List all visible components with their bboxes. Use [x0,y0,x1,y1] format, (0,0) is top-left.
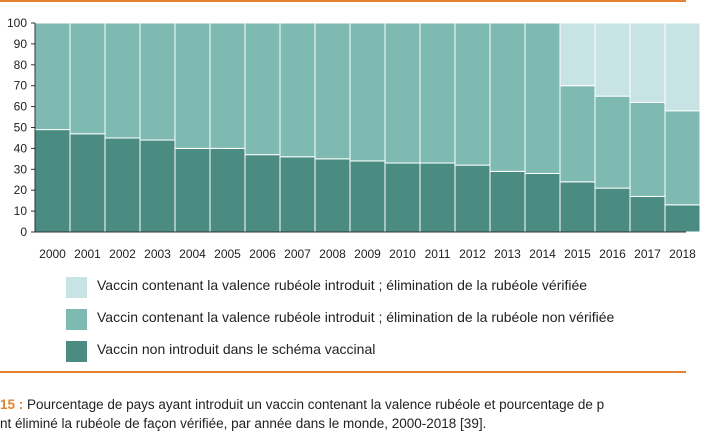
x-tick-label-2009: 2009 [354,247,381,261]
bar-segment-2013-s1 [490,23,525,171]
bar-segment-2005-s1 [210,23,245,148]
legend-label-verified: Vaccin contenant la valence rubéole introduit ; élimination de la rubéole vérifiée [97,277,588,293]
bar-segment-2003-s0 [140,140,175,232]
bottom-accent-rule [0,371,686,373]
x-tick-label-2005: 2005 [214,247,241,261]
x-tick-label-2001: 2001 [74,247,101,261]
caption-line-1 [0,395,720,414]
x-tick-label-2002: 2002 [109,247,136,261]
bar-segment-2002-s1 [105,23,140,138]
bar-segment-2000-s0 [35,130,70,232]
x-tick-label-2006: 2006 [249,247,276,261]
y-tick-label-100: 100 [6,16,27,30]
x-tick-label-2000: 2000 [39,247,66,261]
x-axis [35,232,696,261]
bar-segment-2008-s0 [315,159,350,232]
x-tick-label-2004: 2004 [179,247,206,261]
bar-segment-2011-s1 [420,23,455,163]
bars-group [35,23,700,232]
bar-segment-2017-s1 [630,102,665,196]
caption-text-1: Pourcentage de pays ayant introduit un vaccin contenant la valence rubéole et pourcentage de p [27,397,605,412]
x-tick-label-2014: 2014 [529,247,556,261]
bar-segment-2018-s0 [665,205,700,232]
bar-segment-2014-s1 [525,23,560,173]
y-tick-label-70: 70 [13,78,27,93]
bar-segment-2018-s1 [665,111,700,205]
legend-swatch-verified [66,277,87,298]
bar-segment-2016-s0 [595,188,630,232]
bar-segment-2015-s2 [560,23,595,86]
bar-segment-2005-s0 [210,148,245,232]
y-tick-label-90: 90 [13,36,27,51]
bar-segment-2017-s2 [630,23,665,102]
bar-segment-2012-s1 [455,23,490,165]
bar-segment-2010-s0 [385,163,420,232]
bar-segment-2016-s2 [595,23,630,96]
legend-label-not-verified: Vaccin contenant la valence rubéole introduit ; élimination de la rubéole non vérifiée [97,309,615,325]
y-tick-label-50: 50 [13,120,27,135]
bar-segment-2015-s0 [560,182,595,232]
bar-segment-2013-s0 [490,171,525,232]
caption-line-2: nt éliminé la rubéole de façon vérifiée, par année dans le monde, 2000-2018 [39]. [0,416,487,431]
bar-segment-2016-s1 [595,96,630,188]
bar-segment-2010-s1 [385,23,420,163]
bar-segment-2015-s1 [560,86,595,182]
bar-segment-2003-s1 [140,23,175,140]
x-tick-label-2015: 2015 [564,247,591,261]
x-tick-label-2011: 2011 [424,247,451,261]
x-tick-label-2007: 2007 [284,247,311,261]
bar-segment-2001-s1 [70,23,105,134]
bar-segment-2007-s1 [280,23,315,157]
bar-segment-2008-s1 [315,23,350,159]
bar-segment-2014-s0 [525,173,560,232]
caption-label: 15 : [0,397,24,412]
x-tick-label-2003: 2003 [144,247,171,261]
legend-label-not-introduced: Vaccin non introduit dans le schéma vaccinal [97,341,376,357]
y-tick-label-30: 30 [13,162,27,177]
legend-swatch-not-introduced [66,341,87,362]
bar-segment-2006-s1 [245,23,280,155]
bar-segment-2012-s0 [455,165,490,232]
figure-caption [0,395,720,433]
x-tick-label-2013: 2013 [494,247,521,261]
bar-segment-2009-s1 [350,23,385,161]
x-tick-label-2017: 2017 [634,247,661,261]
y-tick-label-20: 20 [13,183,27,198]
x-tick-label-2010: 2010 [389,247,416,261]
x-tick-label-2018: 2018 [669,247,696,261]
bar-segment-2000-s1 [35,23,70,130]
bar-segment-2017-s0 [630,196,665,232]
bar-segment-2007-s0 [280,157,315,232]
bar-segment-2011-s0 [420,163,455,232]
x-tick-label-2016: 2016 [599,247,626,261]
bar-segment-2006-s0 [245,155,280,232]
y-tick-label-0: 0 [20,225,27,239]
y-axis [7,16,35,239]
y-tick-label-60: 60 [13,99,27,114]
x-tick-label-2008: 2008 [319,247,346,261]
bar-segment-2018-s2 [665,23,700,111]
bar-segment-2004-s0 [175,148,210,232]
y-tick-label-80: 80 [13,57,27,72]
bar-segment-2009-s0 [350,161,385,232]
x-tick-label-2012: 2012 [459,247,486,261]
bar-segment-2004-s1 [175,23,210,148]
bar-segment-2001-s0 [70,134,105,232]
legend-swatch-not-verified [66,309,87,330]
bar-segment-2002-s0 [105,138,140,232]
y-tick-label-10: 10 [13,204,27,219]
y-tick-label-40: 40 [13,141,27,156]
